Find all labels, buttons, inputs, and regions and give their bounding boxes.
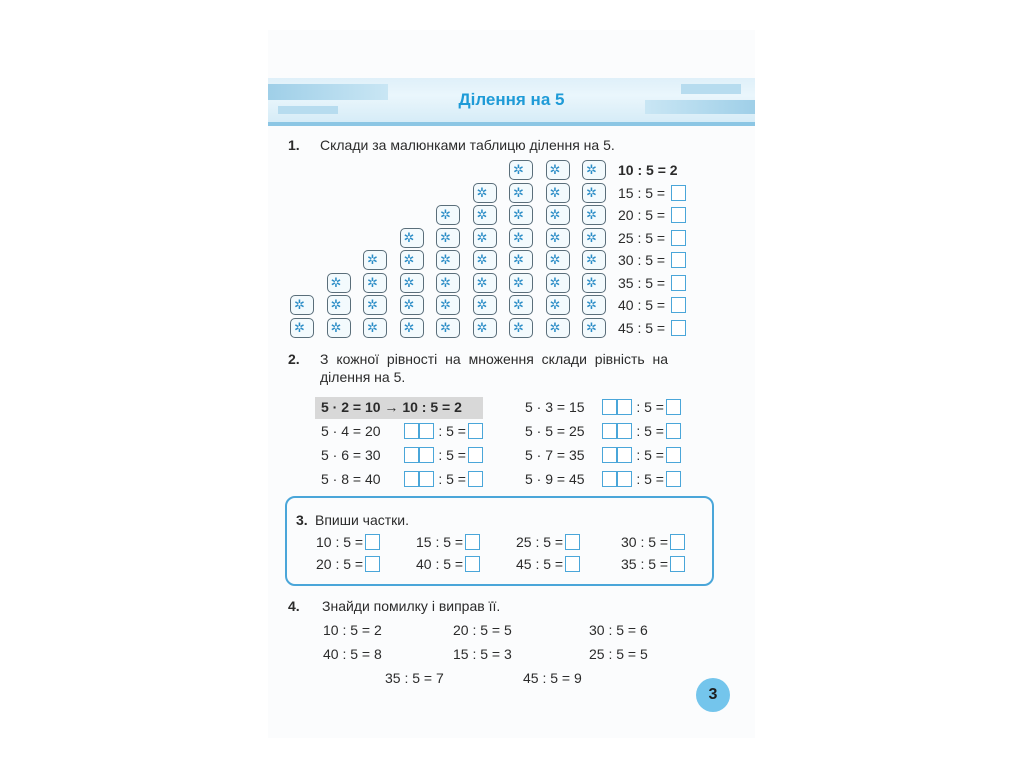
- task1-row: 25 : 5 =: [618, 230, 686, 246]
- cube-icon: [363, 250, 387, 270]
- cube-icon: [546, 228, 570, 248]
- cube-icon: [509, 318, 533, 338]
- cube-icon: [400, 318, 424, 338]
- textbook-page: [268, 30, 755, 738]
- task1-row: 10 : 5 = 2: [618, 162, 678, 178]
- answer-box[interactable]: [365, 556, 380, 572]
- flower-icon: ✲: [513, 252, 524, 267]
- flower-icon: ✲: [549, 184, 561, 200]
- header-rule: [268, 122, 755, 126]
- cube-icon: [509, 295, 533, 315]
- task3-item: 10 : 5 =: [316, 534, 380, 550]
- flower-icon: ✲: [513, 319, 524, 335]
- cube-icon: [546, 295, 570, 315]
- flower-icon: ✲: [367, 319, 378, 335]
- cube-icon: [290, 318, 314, 338]
- flower-icon: ✲: [476, 274, 488, 290]
- task3-number: 3.: [296, 512, 308, 528]
- answer-box[interactable]: [465, 556, 480, 572]
- answer-box[interactable]: [670, 534, 685, 550]
- flower-icon: ✲: [367, 252, 378, 267]
- flower-icon: ✲: [549, 162, 561, 177]
- flower-icon: ✲: [513, 229, 524, 245]
- flower-icon: ✲: [549, 297, 561, 312]
- cube-icon: [473, 273, 497, 293]
- task3-text: Впиши частки.: [315, 512, 410, 528]
- cube-icon: [582, 160, 606, 180]
- answer-box[interactable]: [602, 399, 632, 415]
- page-number-badge: 3: [696, 678, 730, 712]
- answer-box[interactable]: [602, 471, 632, 487]
- page-title: Ділення на 5: [458, 90, 565, 109]
- flower-icon: ✲: [403, 229, 415, 245]
- flower-icon: ✲: [476, 297, 488, 312]
- flower-icon: ✲: [586, 252, 597, 267]
- flower-icon: ✲: [476, 319, 488, 335]
- answer-box[interactable]: [671, 275, 686, 291]
- task1-row: 20 : 5 =: [618, 207, 686, 223]
- cube-icon: [546, 183, 570, 203]
- flower-icon: ✲: [513, 297, 524, 312]
- cube-icon: [400, 273, 424, 293]
- flower-icon: ✲: [586, 229, 597, 245]
- answer-box[interactable]: [404, 447, 434, 463]
- cube-icon: [473, 228, 497, 248]
- cube-icon: [436, 295, 460, 315]
- cube-icon: [509, 183, 533, 203]
- flower-icon: ✲: [549, 252, 561, 267]
- answer-box[interactable]: [671, 297, 686, 313]
- flower-icon: ✲: [586, 162, 597, 177]
- cube-icon: [400, 228, 424, 248]
- answer-box[interactable]: [671, 207, 686, 223]
- flower-icon: ✲: [549, 229, 561, 245]
- cube-icon: [582, 318, 606, 338]
- cube-icon: [582, 205, 606, 225]
- task4-item: 25 : 5 = 5: [589, 646, 648, 662]
- cube-icon: [327, 295, 351, 315]
- flower-icon: ✲: [403, 252, 415, 267]
- cube-icon: [509, 273, 533, 293]
- task1-row: 15 : 5 =: [618, 185, 686, 201]
- cube-icon: [546, 160, 570, 180]
- cube-icon: [473, 318, 497, 338]
- task3-item: 35 : 5 =: [621, 556, 685, 572]
- flower-icon: ✲: [549, 319, 561, 335]
- cube-icon: [363, 273, 387, 293]
- cube-icon: [363, 318, 387, 338]
- flower-icon: ✲: [440, 229, 451, 245]
- task2-number: 2.: [288, 351, 300, 367]
- task4-item: 35 : 5 = 7: [385, 670, 444, 686]
- answer-box[interactable]: [666, 423, 681, 439]
- flower-icon: ✲: [440, 252, 451, 267]
- task3-item: 25 : 5 =: [516, 534, 580, 550]
- cube-icon: [546, 250, 570, 270]
- flower-icon: ✲: [294, 297, 305, 312]
- cube-icon: [473, 250, 497, 270]
- task1-row: 35 : 5 =: [618, 275, 686, 291]
- flower-icon: ✲: [294, 319, 305, 335]
- answer-box[interactable]: [671, 252, 686, 268]
- task4-number: 4.: [288, 598, 300, 614]
- flower-icon: ✲: [440, 319, 451, 335]
- flower-icon: ✲: [476, 229, 488, 245]
- flower-icon: ✲: [586, 184, 597, 200]
- cube-icon: [327, 273, 351, 293]
- flower-icon: ✲: [476, 184, 488, 200]
- answer-box[interactable]: [468, 447, 483, 463]
- cube-icon: [436, 228, 460, 248]
- flower-icon: ✲: [403, 297, 415, 312]
- flower-icon: ✲: [586, 207, 597, 222]
- answer-box[interactable]: [602, 447, 632, 463]
- task2-example: 5 · 2 = 10 → 10 : 5 = 2: [321, 399, 462, 415]
- cube-icon: [509, 205, 533, 225]
- task2-right-row: 5 · 5 = 25 : 5 =: [525, 423, 681, 439]
- task4-item: 40 : 5 = 8: [323, 646, 382, 662]
- answer-box[interactable]: [468, 471, 483, 487]
- task2-left-row: 5 · 6 = 30 : 5 =: [321, 447, 483, 463]
- task2-left-row: 5 · 8 = 40 : 5 =: [321, 471, 483, 487]
- flower-icon: ✲: [367, 274, 378, 290]
- flower-icon: ✲: [330, 297, 342, 312]
- task3-item: 20 : 5 =: [316, 556, 380, 572]
- flower-icon: ✲: [440, 274, 451, 290]
- answer-box[interactable]: [404, 423, 434, 439]
- cube-icon: [509, 160, 533, 180]
- cube-icon: [436, 273, 460, 293]
- cube-icon: [363, 295, 387, 315]
- flower-icon: ✲: [513, 207, 524, 222]
- task2-text: ділення на 5.: [320, 369, 406, 385]
- cube-icon: [473, 295, 497, 315]
- task4-item: 10 : 5 = 2: [323, 622, 382, 638]
- cube-icon: [582, 228, 606, 248]
- task1-number: 1.: [288, 137, 300, 153]
- answer-box[interactable]: [404, 471, 434, 487]
- flower-icon: ✲: [330, 319, 342, 335]
- answer-box[interactable]: [666, 471, 681, 487]
- cube-icon: [582, 295, 606, 315]
- cube-icon: [436, 205, 460, 225]
- task3-item: 15 : 5 =: [416, 534, 480, 550]
- cube-icon: [546, 273, 570, 293]
- task3-item: 45 : 5 =: [516, 556, 580, 572]
- cube-icon: [327, 318, 351, 338]
- answer-box[interactable]: [671, 185, 686, 201]
- answer-box[interactable]: [671, 320, 686, 336]
- answer-box[interactable]: [602, 423, 632, 439]
- flower-icon: ✲: [403, 274, 415, 290]
- task1-row: 45 : 5 =: [618, 320, 686, 336]
- flower-icon: ✲: [549, 207, 561, 222]
- task1-text: Склади за малюнками таблицю ділення на 5.: [320, 137, 615, 153]
- task4-item: 30 : 5 = 6: [589, 622, 648, 638]
- flower-icon: ✲: [476, 252, 488, 267]
- task1-row: 40 : 5 =: [618, 297, 686, 313]
- task3-item: 30 : 5 =: [621, 534, 685, 550]
- flower-icon: ✲: [476, 207, 488, 222]
- cube-icon: [473, 183, 497, 203]
- answer-box[interactable]: [670, 556, 685, 572]
- answer-box[interactable]: [465, 534, 480, 550]
- task4-item: 15 : 5 = 3: [453, 646, 512, 662]
- cube-icon: [473, 205, 497, 225]
- cube-icon: [290, 295, 314, 315]
- cube-icon: [582, 183, 606, 203]
- task3-item: 40 : 5 =: [416, 556, 480, 572]
- cube-icon: [509, 250, 533, 270]
- flower-icon: ✲: [513, 274, 524, 290]
- answer-box[interactable]: [565, 556, 580, 572]
- flower-icon: ✲: [367, 297, 378, 312]
- task4-text: Знайди помилку і виправ її.: [322, 598, 501, 614]
- cube-icon: [582, 273, 606, 293]
- answer-box[interactable]: [468, 423, 483, 439]
- cube-icon: [509, 228, 533, 248]
- flower-icon: ✲: [586, 319, 597, 335]
- cube-icon: [400, 295, 424, 315]
- task1-row: 30 : 5 =: [618, 252, 686, 268]
- answer-box[interactable]: [365, 534, 380, 550]
- cube-icon: [400, 250, 424, 270]
- cube-icon: [436, 250, 460, 270]
- task2-left-row: 5 · 4 = 20 : 5 =: [321, 423, 483, 439]
- cube-icon: [546, 318, 570, 338]
- cube-icon: [436, 318, 460, 338]
- flower-icon: ✲: [513, 184, 524, 200]
- task2-right-row: 5 · 3 = 15 : 5 =: [525, 399, 681, 415]
- task2-right-row: 5 · 7 = 35 : 5 =: [525, 447, 681, 463]
- flower-icon: ✲: [440, 207, 451, 222]
- cube-icon: [546, 205, 570, 225]
- task2-text: З кожної рівності на множення склади рівність на: [320, 351, 669, 367]
- flower-icon: ✲: [440, 297, 451, 312]
- answer-box[interactable]: [565, 534, 580, 550]
- task4-item: 20 : 5 = 5: [453, 622, 512, 638]
- task4-item: 45 : 5 = 9: [523, 670, 582, 686]
- answer-box[interactable]: [671, 230, 686, 246]
- flower-icon: ✲: [586, 274, 597, 290]
- answer-box[interactable]: [666, 399, 681, 415]
- answer-box[interactable]: [666, 447, 681, 463]
- flower-icon: ✲: [403, 319, 415, 335]
- cube-icon: [582, 250, 606, 270]
- flower-icon: ✲: [513, 162, 524, 177]
- task2-right-row: 5 · 9 = 45 : 5 =: [525, 471, 681, 487]
- flower-icon: ✲: [586, 297, 597, 312]
- flower-icon: ✲: [549, 274, 561, 290]
- flower-icon: ✲: [330, 274, 342, 290]
